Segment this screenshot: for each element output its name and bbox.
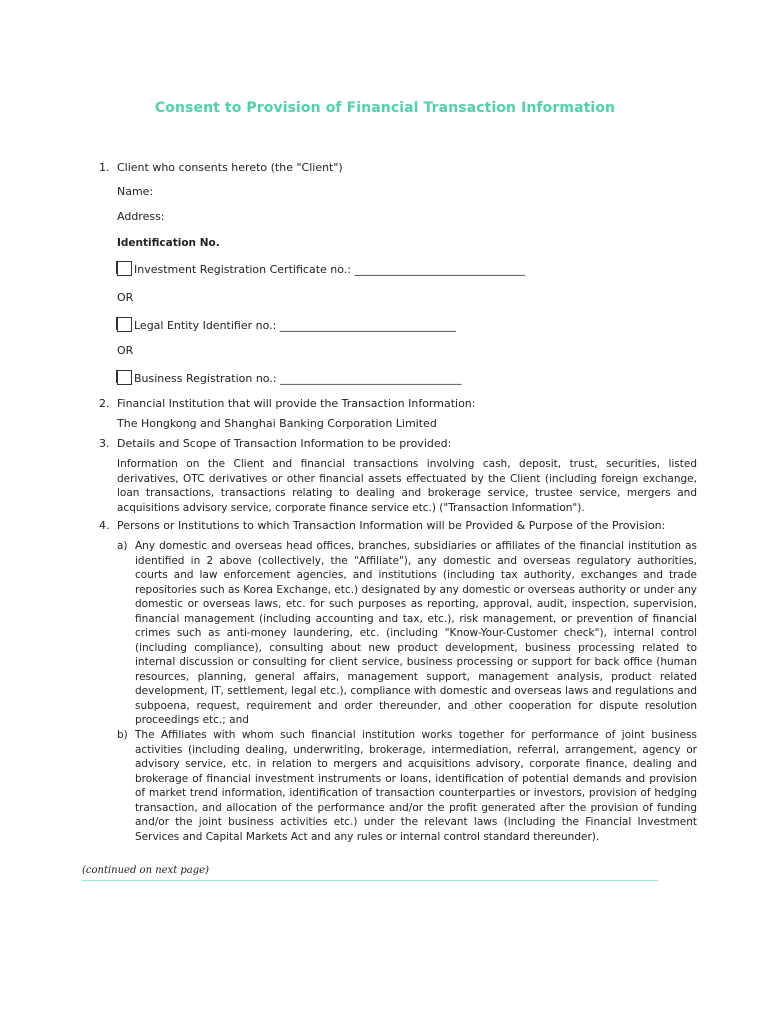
name-label: Name:	[117, 185, 154, 198]
item-a-marker: a)	[117, 540, 128, 552]
item-b-text: The Affiliates with whom such financial institution works together for performance of joint business activities (including dealing, underwriting, brokerage, intermediation, referral, arrangement, agency or advisory service, etc. in relation to mergers and acquisitions advisory, corporate finance, dealing and brokerage of financial investment instruments or loans, identification of potential demands and provision of market trend information, identification of transaction counterparties or investors, provision of hedging transaction, and allocation of the performance and/or the profit generated after the provision of funding and/or the joint business activities etc.) under the relevant laws (including the Financial Investment Services and Capital Markets Act and any rules or internal control standard thereunder).	[135, 729, 697, 843]
or-label-1: OR	[117, 291, 134, 304]
item-a-text: Any domestic and overseas head offices, branches, subsidiaries or affiliates of the financial institution as identified in 2 above (collectively, the "Affiliate"), any domestic and overseas regulatory authorities, courts and law enforcement agencies, and institutions (including tax authority, exchanges and trade repositories such as Korea Exchange, etc.) designated by any domestic or overseas authority or under any domestic or overseas laws, etc. for such purposes as reporting, approval, audit, inspection, supervision, financial management (including accounting and tax, etc.), risk management, or prevention of financial crimes such as anti-money laundering, etc. (including "Know-Your-Customer check"), internal control (including compliance), consulting about new product development, business processing related to internal discussion or consulting for client service, business processing or support for back office (human resources, planning, general affairs, management support, management analysis, product related development, IT, settlement, legal etc.), compliance with domestic and overseas laws and regulations and subpoena, request, requirement and order thereunder, and other cooperation for dispute resolution proceedings etc.; and	[135, 540, 697, 726]
section-2-number: 2.	[99, 397, 110, 410]
section-3-body: Information on the Client and financial transactions involving cash, deposit, trust, securities, listed derivatives, OTC derivatives or other financial assets effectuated by the Client (including foreign exchange, loan transactions, transactions relating to dealing and brokerage service, trustee service, mergers and acquisitions advisory service, corporate finance service etc.) ("Transaction Information").	[117, 458, 697, 514]
item-b-marker: b)	[117, 729, 128, 741]
or-label-2: OR	[117, 344, 134, 357]
section-2-heading: Financial Institution that will provide the Transaction Information:	[117, 397, 476, 410]
checkbox-legal-entity-identifier[interactable]	[117, 317, 132, 332]
section-3-number: 3.	[99, 437, 110, 450]
checkbox-investment-registration[interactable]	[117, 261, 132, 276]
document-title: Consent to Provision of Financial Transaction Information	[154, 100, 616, 116]
section-4-number: 4.	[99, 519, 110, 532]
address-label: Address:	[117, 210, 165, 223]
continued-note: (continued on next page)	[82, 865, 209, 876]
footer-divider	[82, 880, 658, 881]
option-investment-registration: Investment Registration Certificate no.: _______________________________	[134, 263, 525, 276]
section-4-heading: Persons or Institutions to which Transaction Information will be Provided & Purpose of the Provision:	[117, 519, 666, 532]
option-business-registration: Business Registration no.: _________________________________	[134, 372, 462, 385]
checkbox-business-registration[interactable]	[117, 370, 132, 385]
section-1-heading: Client who consents hereto (the "Client")	[117, 161, 343, 174]
section-3-heading: Details and Scope of Transaction Information to be provided:	[117, 437, 452, 450]
section-1-number: 1.	[99, 161, 110, 174]
identification-label: Identification No.	[117, 237, 220, 249]
option-legal-entity-identifier: Legal Entity Identifier no.: ________________________________	[134, 319, 456, 332]
financial-institution-name: The Hongkong and Shanghai Banking Corporation Limited	[117, 417, 437, 430]
